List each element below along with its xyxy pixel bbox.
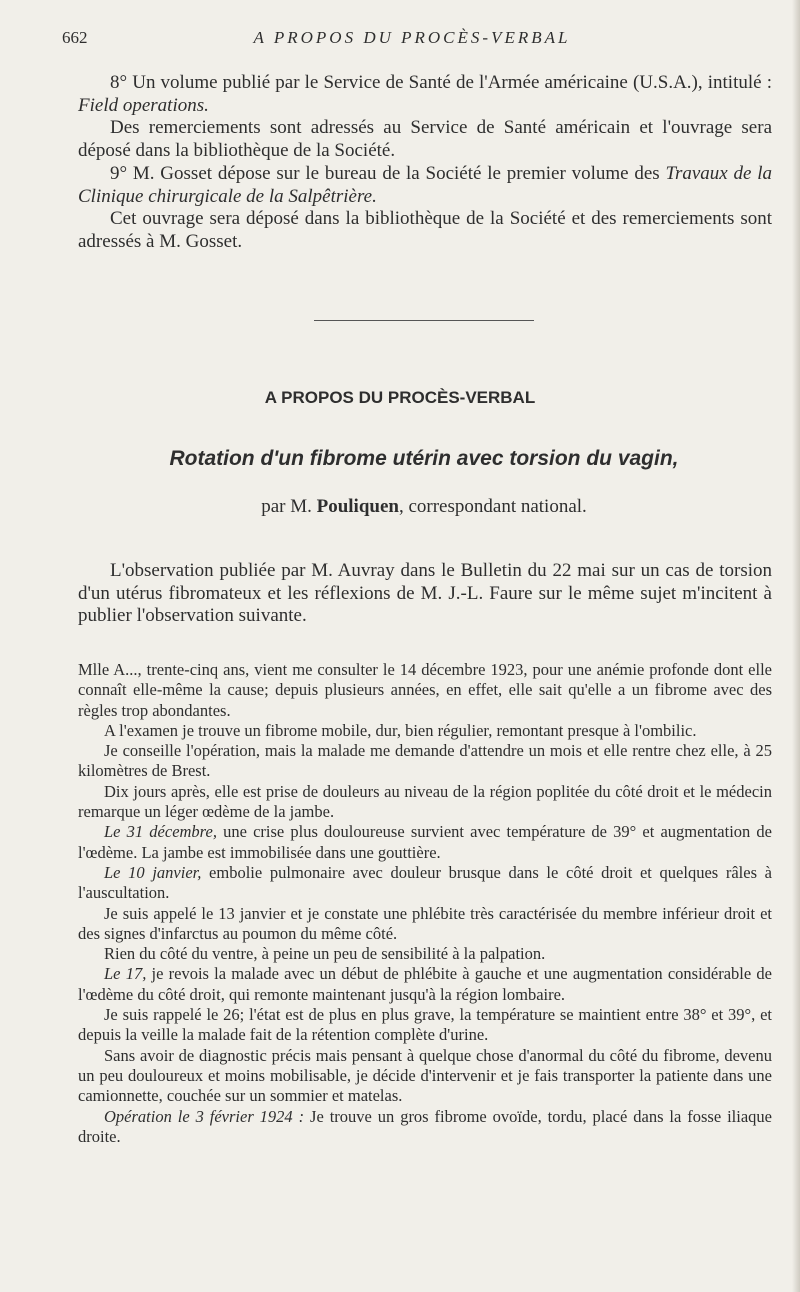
minutes-section [78,72,772,254]
case-paragraph: A l'examen je trouve un fibrome mobile, dur, bien régulier, remontant presque à l'ombilic. [104,720,697,740]
case-paragraph: Je suis rappelé le 26; l'état est de plus en plus grave, la température se maintient entre 38° et 39°, et depuis la veille la malade fait de la rétention complète d'urine. [78,1005,772,1045]
case-paragraph: Je conseille l'opération, mais la malade me demande d'attendre un mois et elle rentre chez elle, à 25 kilomètres de Brest. [78,741,772,781]
case-paragraph: Opération le 3 février 1924 : Je trouve un gros fibrome ovoïde, tordu, placé dans la fosse iliaque droite. [78,1106,772,1146]
item-8-paragraph: 8° Un volume publié par le Service de Santé de l'Armée américaine (U.S.A.), intitulé : Field operations. [78,72,772,116]
case-paragraph: Mlle A..., trente-cinq ans, vient me consulter le 14 décembre 1923, pour une anémie profonde dont elle connaît elle-même la cause; depuis plusieurs années, en effet, elle sait qu'elle a un fibrome avec des règles trop abondantes. [78,660,772,720]
section-heading: A PROPOS DU PROCÈS-VERBAL [264,388,536,407]
byline: par M. Pouliquen, correspondant national. [261,496,587,517]
running-title: A PROPOS DU PROCÈS-VERBAL [253,28,571,47]
item-9-paragraph: 9° M. Gosset dépose sur le bureau de la Société le premier volume des Travaux de la Clinique chirurgicale de la Salpêtrière. [78,162,772,207]
case-paragraph: Le 31 décembre, une crise plus douloureuse survient avec température de 39° et augmentation de l'œdème. La jambe est immobilisée dans une gouttière. [78,822,772,862]
article-intro [78,560,772,628]
case-paragraph: Le 17, je revois la malade avec un début de phlébite à gauche et une augmentation considérable de l'œdème du côté droit, qui remonte maintenant jusqu'à la région lombaire. [78,964,772,1004]
case-paragraph: Rien du côté du ventre, à peine un peu de sensibilité à la palpation. [104,944,546,964]
running-head [62,28,762,52]
case-paragraph: Je suis appelé le 13 janvier et je constate une phlébite très caractérisée du membre inférieur droit et des signes d'infarctus au poumon du même côté. [78,903,772,943]
case-paragraph: Le 10 janvier, embolie pulmonaire avec douleur brusque dans le côté droit et quelques râles à l'auscultation. [78,862,772,903]
page-number: 662 [62,28,88,47]
page-edge-shadow [792,0,800,1292]
author-name: Pouliquen [316,496,399,517]
thanks-paragraph-1: Des remerciements sont adressés au Service de Santé américain et l'ouvrage sera déposé dans la bibliothèque de la Société. [78,117,772,162]
section-divider [314,320,534,321]
article-title: Rotation d'un fibrome utérin avec torsion du vagin, [169,447,679,470]
case-paragraph: Sans avoir de diagnostic précis mais pensant à quelque chose d'anormal du côté du fibrome, devenu un peu douloureux et moins mobilisable, je décide d'intervenir et je fais transporter la patiente dans une camionnette, couchée sur un sommier et matelas. [78,1045,772,1106]
case-report [78,660,772,1147]
thanks-paragraph-2: Cet ouvrage sera déposé dans la bibliothèque de la Société et des remerciements sont adressés à M. Gosset. [78,208,772,252]
case-paragraph: Dix jours après, elle est prise de douleurs au niveau de la région poplitée du côté droit et le médecin remarque un léger œdème de la jambe. [78,781,772,822]
intro-paragraph: L'observation publiée par M. Auvray dans le Bulletin du 22 mai sur un cas de torsion d'un utérus fibromateux et les réflexions de M. J.-L. Faure sur le même sujet m'incitent à publier l'observation suivante. [78,560,772,627]
